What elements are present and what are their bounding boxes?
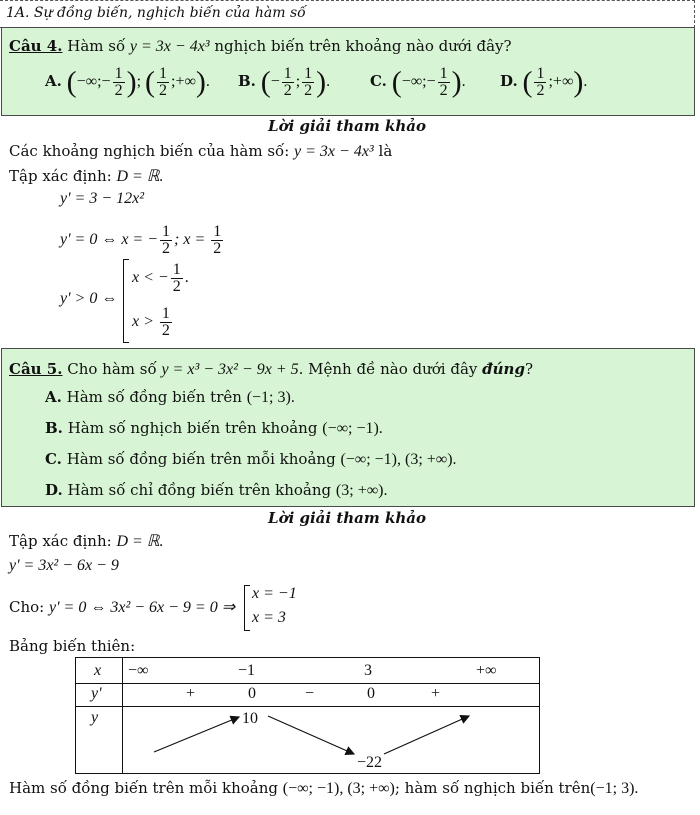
table-x-value: 3 xyxy=(364,662,372,679)
q5-option-c-math: (−∞; −1), (3; +∞). xyxy=(340,451,457,468)
sol4-derivative: y' = 3 − 12x² xyxy=(60,190,145,207)
sol4-domain xyxy=(9,166,163,186)
sol5-cho xyxy=(9,597,235,617)
sol5-table-label: Bảng biến thiên: xyxy=(9,637,136,655)
q5-option-a-math: (−1; 3). xyxy=(246,389,295,406)
q5-option-d[interactable] xyxy=(45,481,387,500)
sol5-domain xyxy=(9,531,163,551)
table-y-label: y xyxy=(91,709,99,726)
q4-label: Câu 4. xyxy=(9,37,63,55)
table-yp-label: y' xyxy=(91,685,102,702)
table-x-value: −∞ xyxy=(128,662,149,679)
q5-option-a[interactable] xyxy=(45,388,295,407)
q5-option-b-text: Hàm số nghịch biến trên khoảng xyxy=(67,419,318,437)
q5-text: Cho hàm số xyxy=(67,360,157,378)
frac-den: 2 xyxy=(162,240,171,257)
sol4-zero-lhs: y' = 0 ⇔ x = − xyxy=(60,231,159,249)
q4-option-d[interactable] xyxy=(500,66,587,99)
variation-table xyxy=(75,657,540,774)
sol4-line1-tail: là xyxy=(378,142,393,160)
conclusion-math: (−∞; −1), (3; +∞) xyxy=(282,780,395,797)
sol4-pos-row1-text: x < − xyxy=(132,269,169,287)
arrow-down xyxy=(268,716,354,754)
q4-option-d-key: D. xyxy=(500,72,518,91)
sol5-derivative: y' = 3x² − 6x − 9 xyxy=(9,557,119,574)
section-header xyxy=(0,0,695,28)
q4-option-b-value: (− $\frac{1}{2}$ ; $\frac{1}{2}$ ). xyxy=(260,65,331,99)
sol4-line1-func: y = 3x − 4x³ xyxy=(294,143,374,160)
q4-text: Hàm số xyxy=(67,37,126,55)
q5-option-a-key: A. xyxy=(45,388,62,406)
q4-text2: nghịch biến trên khoảng nào dưới đây? xyxy=(214,37,512,55)
sol5-root2: x = 3 xyxy=(252,609,286,626)
q5-option-c-key: C. xyxy=(45,450,62,468)
table-yp-value: + xyxy=(186,685,196,702)
q5-option-b[interactable] xyxy=(45,419,383,438)
table-arrows xyxy=(76,658,539,773)
table-x-value: +∞ xyxy=(476,662,497,679)
sol4-positive-lhs: y' > 0 ⇔ xyxy=(60,290,118,307)
frac-den: 2 xyxy=(213,240,222,257)
sol4-domain-math: D = ℝ. xyxy=(116,168,164,185)
sol4-heading: Lời giải tham khảo xyxy=(268,117,426,135)
sol5-domain-text: Tập xác định: xyxy=(9,532,112,550)
q4-func: y = 3x − 4x³ xyxy=(129,38,210,55)
conclusion-text: Hàm số đồng biến trên mỗi khoảng xyxy=(9,779,278,797)
section-title: 1A. Sự đồng biến, nghịch biến của hàm số xyxy=(6,5,306,21)
frac-num: 1 xyxy=(172,261,181,278)
q4-option-d-value: ( $\frac{1}{2}$ ;+∞). xyxy=(522,65,588,99)
sol4-pos-row1: x < − $\frac{1}{2}$ . xyxy=(132,261,189,295)
frac-num: 1 xyxy=(213,223,222,240)
q5-text2: . Mệnh đề nào dưới đây xyxy=(298,360,478,378)
q4-option-a[interactable] xyxy=(45,66,210,99)
sol4-domain-text: Tập xác định: xyxy=(9,167,112,185)
table-x-value: −1 xyxy=(238,662,256,679)
table-y-min: −22 xyxy=(357,754,383,771)
table-yp-value: 0 xyxy=(367,685,375,702)
q5-option-d-key: D. xyxy=(45,481,63,499)
q5-option-c[interactable] xyxy=(45,450,457,469)
frac-num: 1 xyxy=(161,305,170,322)
table-y-max: 10 xyxy=(242,710,258,727)
sol4-line1-text: Các khoảng nghịch biến của hàm số: xyxy=(9,142,290,160)
q5-option-c-text: Hàm số đồng biến trên mỗi khoảng xyxy=(66,450,336,468)
q4-option-c-value: (−∞;− $\frac{1}{2}$ ). xyxy=(391,65,466,99)
table-yp-value: − xyxy=(305,685,315,702)
q5-label: Câu 5. xyxy=(9,360,63,378)
sol5-root1: x = −1 xyxy=(252,585,297,602)
sol5-heading: Lời giải tham khảo xyxy=(268,509,426,527)
conclusion-math: (−1; 3). xyxy=(590,780,639,797)
table-yp-value: + xyxy=(431,685,441,702)
q4-option-b[interactable] xyxy=(238,66,330,99)
q4-line xyxy=(9,37,512,56)
arrow-up xyxy=(384,716,469,754)
frac-den: 2 xyxy=(161,322,170,339)
q5-option-b-key: B. xyxy=(45,419,63,437)
q4-option-c-key: C. xyxy=(370,72,387,91)
q5-qmark: ? xyxy=(524,360,533,378)
q4-option-c[interactable] xyxy=(370,66,466,99)
q5-option-a-text: Hàm số đồng biến trên xyxy=(66,388,242,406)
q5-option-b-math: (−∞; −1). xyxy=(322,420,383,437)
q4-option-a-key: A. xyxy=(45,72,62,91)
q5-option-d-text: Hàm số chỉ đồng biến trên khoảng xyxy=(67,481,332,499)
q5-emph: đúng xyxy=(482,360,525,378)
table-x-label: x xyxy=(94,662,102,679)
sol5-domain-math: D = ℝ. xyxy=(116,533,164,550)
sol4-bracket xyxy=(123,259,129,343)
sol5-cho-math: y' = 0 ⇔ 3x² − 6x − 9 = 0 ⇒ xyxy=(49,599,236,616)
q5-option-d-math: (3; +∞). xyxy=(335,482,388,499)
sol4-zero-mid: ; x = xyxy=(174,231,206,249)
sol5-cho-text: Cho: xyxy=(9,598,45,616)
sol4-pos-row2-text: x > xyxy=(132,313,154,331)
q4-option-b-key: B. xyxy=(238,72,256,91)
frac-num: 1 xyxy=(162,223,171,240)
q5-line xyxy=(9,360,533,379)
arrow-up xyxy=(154,717,239,752)
sol4-zero xyxy=(60,224,225,257)
frac-den: 2 xyxy=(172,278,181,295)
sol4-line1 xyxy=(9,142,392,161)
conclusion-text: ; hàm số nghịch biến trên xyxy=(394,779,591,797)
sol4-pos-row2 xyxy=(132,306,174,339)
sol5-conclusion xyxy=(9,779,638,798)
q5-func: y = x³ − 3x² − 9x + 5 xyxy=(161,361,299,378)
table-yp-value: 0 xyxy=(248,685,256,702)
q4-option-a-value: (−∞;− $\frac{1}{2}$ ); ( $\frac{1}{2}$ ;+∞). xyxy=(66,65,210,99)
sol5-bracket xyxy=(244,585,250,631)
